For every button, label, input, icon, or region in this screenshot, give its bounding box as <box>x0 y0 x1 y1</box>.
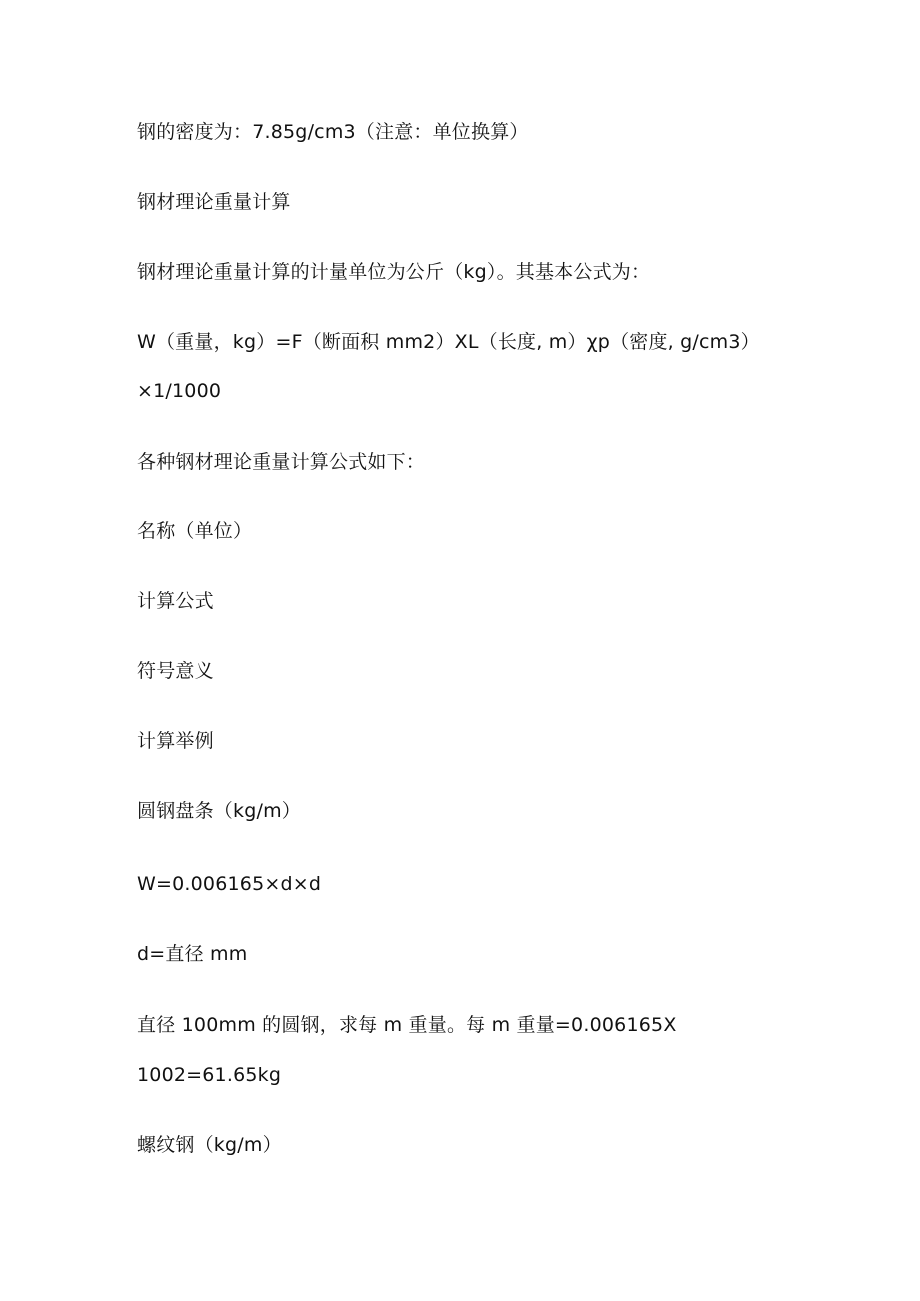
formula-continuation: ×1/1000 <box>137 380 222 402</box>
formula-line: W（重量，kg）=F（断面积 mm2）XL（长度, m）χp（密度, g/cm3） <box>137 331 760 353</box>
next-item-name: 螺纹钢（kg/m） <box>137 1134 282 1156</box>
density-note: 钢的密度为：7.85g∕cm3（注意：单位换算） <box>137 121 529 143</box>
column-name-label: 名称（单位） <box>137 520 253 542</box>
paragraph-intro: 各种钢材理论重量计算公式如下： <box>137 451 426 473</box>
item-example-continuation: 1002=61.65kg <box>137 1064 282 1086</box>
column-formula-label: 计算公式 <box>137 590 214 612</box>
item-symbol: d=直径 mm <box>137 943 248 965</box>
section-heading: 钢材理论重量计算 <box>137 191 291 213</box>
item-formula: W=0.006165×d×d <box>137 873 322 895</box>
item-name: 圆钢盘条（kg/m） <box>137 800 301 822</box>
column-example-label: 计算举例 <box>137 730 214 752</box>
paragraph-unit: 钢材理论重量计算的计量单位为公斤（kg）。其基本公式为： <box>137 261 651 283</box>
column-symbol-label: 符号意义 <box>137 660 214 682</box>
item-example: 直径 100mm 的圆钢，求每 m 重量。每 m 重量=0.006165X <box>137 1014 677 1036</box>
